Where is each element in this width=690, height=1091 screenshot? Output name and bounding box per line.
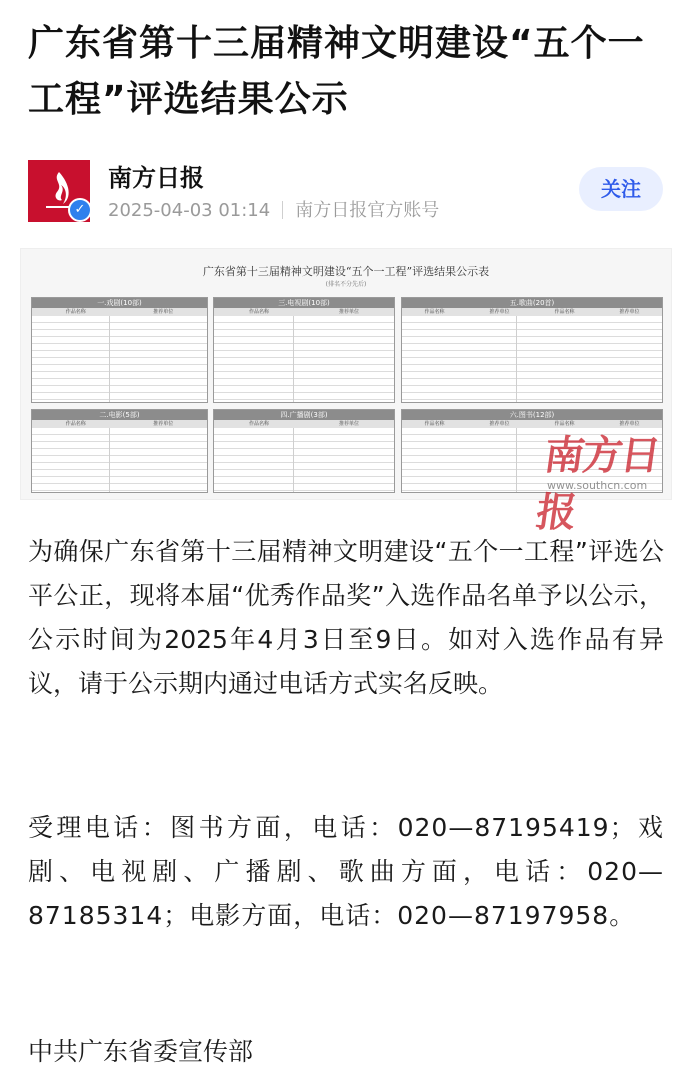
table-col: 推荐单位 <box>489 421 510 427</box>
table-col: 推荐单位 <box>489 309 510 315</box>
table-col: 作品名称 <box>554 421 575 427</box>
table-rows <box>214 316 394 402</box>
author-meta <box>108 196 439 222</box>
publish-datetime: 2025-04-03 01:14 <box>108 200 271 221</box>
table-film <box>31 409 208 493</box>
table-radio-drama <box>213 409 395 493</box>
author-bar <box>28 152 668 228</box>
article-title: 广东省第十三届精神文明建设“五个一工程”评选结果公示 <box>28 23 645 120</box>
table-header: 二.电影(5部) <box>32 410 207 420</box>
watermark-url: www.southcn.com <box>547 479 648 492</box>
verified-badge-icon: ✓ <box>68 198 92 222</box>
table-header: 三.电视剧(10部) <box>214 298 394 308</box>
body-paragraph-1: 为确保广东省第十三届精神文明建设“五个一工程”评选公平公正，现将本届“优秀作品奖”入选作品名单予以公示，公示时间为2025年4月3日至9日。如对入选作品有异议，请于公示期内通过电话方式实名反映。 <box>28 537 664 698</box>
table-rows <box>32 428 207 492</box>
body-paragraph-2: 受理电话：图书方面，电话：020—87195419；戏剧、电视剧、广播剧、歌曲方面，电话：020—87185314；电影方面，电话：020—87197958。 <box>28 813 664 930</box>
meta-divider <box>282 201 283 219</box>
table-header: 一.戏剧(10部) <box>32 298 207 308</box>
table-rows <box>214 428 394 492</box>
table-col: 作品名称 <box>248 309 269 315</box>
table-rows <box>402 316 662 402</box>
doc-subtitle: (排名不分先后) <box>325 281 367 288</box>
table-header: 六.图书(12部) <box>402 410 662 420</box>
table-col: 推荐单位 <box>153 309 174 315</box>
table-col: 推荐单位 <box>619 421 640 427</box>
table-col: 作品名称 <box>554 309 575 315</box>
doc-title: 广东省第十三届精神文明建设“五个一工程”评选结果公示表 <box>202 265 490 278</box>
table-col: 推荐单位 <box>338 309 359 315</box>
table-col: 作品名称 <box>248 421 269 427</box>
watermark-logo: 南方日报 <box>533 432 662 536</box>
table-col: 作品名称 <box>424 421 445 427</box>
account-type: 南方日报官方账号 <box>295 200 440 221</box>
table-header: 四.广播剧(3部) <box>214 410 394 420</box>
table-col: 作品名称 <box>65 421 86 427</box>
table-songs <box>401 297 663 403</box>
table-col: 推荐单位 <box>153 421 174 427</box>
table-col: 作品名称 <box>424 309 445 315</box>
announcement-table-image[interactable] <box>20 248 672 536</box>
follow-button[interactable]: 关注 <box>579 167 663 211</box>
table-drama <box>31 297 208 403</box>
table-col: 推荐单位 <box>338 421 359 427</box>
table-col: 推荐单位 <box>619 309 640 315</box>
table-header: 五.歌曲(20首) <box>402 298 662 308</box>
table-tv-series <box>213 297 395 403</box>
table-rows <box>32 316 207 402</box>
signature: 中共广东省委宣传部 <box>28 1037 254 1066</box>
author-name[interactable]: 南方日报 <box>108 164 204 192</box>
table-col: 作品名称 <box>65 309 86 315</box>
